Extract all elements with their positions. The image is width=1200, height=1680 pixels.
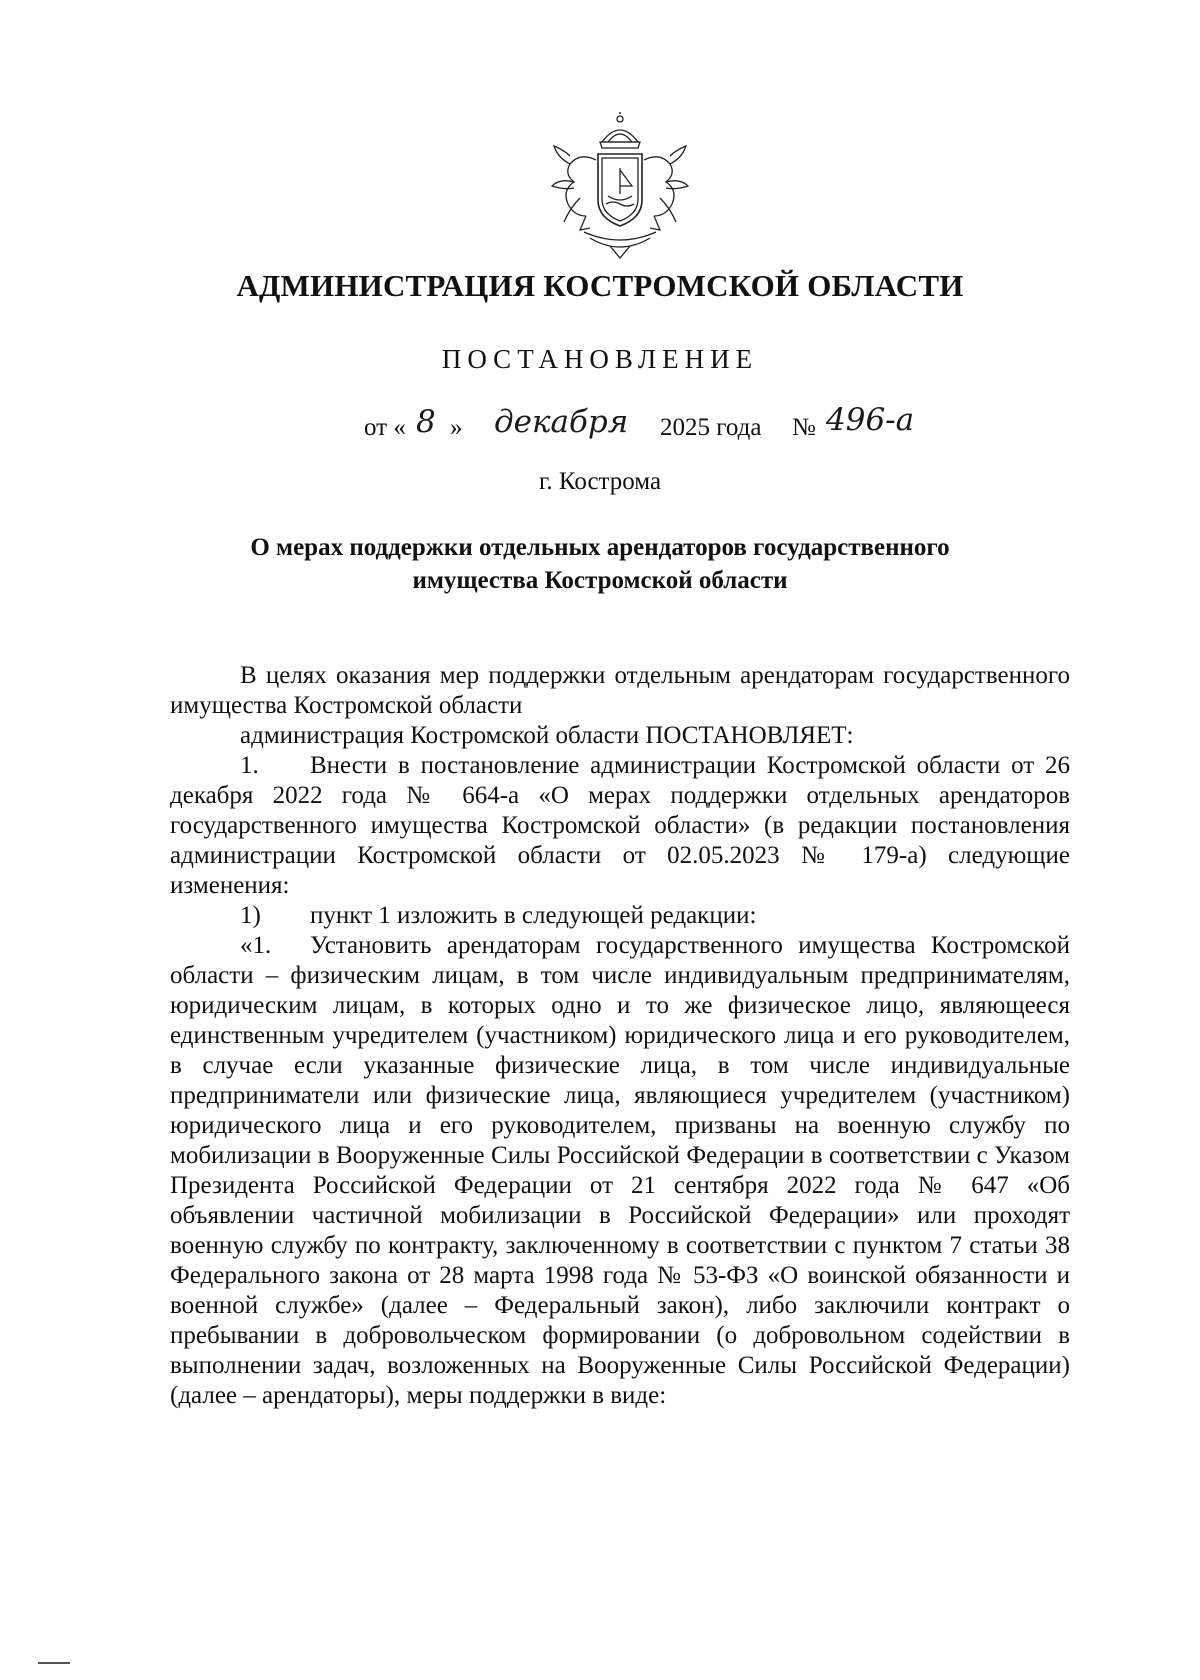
document-type: ПОСТАНОВЛЕНИЕ xyxy=(441,344,759,374)
document-title xyxy=(150,531,1050,597)
coat-of-arms-emblem xyxy=(540,112,700,262)
title-line-2: имущества Костромской области xyxy=(412,567,788,594)
document-body xyxy=(170,661,1070,1411)
paragraph-subitem-1 xyxy=(170,901,1070,931)
paragraph-purpose: В целях оказания мер поддержки отдельным арендаторам государственного имущества Костромской области xyxy=(170,662,1070,719)
handwritten-day: 8 xyxy=(416,404,436,440)
paragraph-new-item-1 xyxy=(170,931,1070,1411)
organization-name: АДМИНИСТРАЦИЯ КОСТРОМСКОЙ ОБЛАСТИ xyxy=(236,268,964,303)
title-line-1: О мерах поддержки отдельных арендаторов государственного xyxy=(250,534,950,561)
item-number: 1) xyxy=(240,902,261,929)
city-name: г. Кострома xyxy=(538,468,662,495)
paragraph-resolves: администрация Костромской области ПОСТАНОВЛЯЕТ: xyxy=(240,722,854,749)
handwritten-number: 496-а xyxy=(826,402,915,438)
paragraph-item-1 xyxy=(170,751,1070,901)
scan-margin-mark xyxy=(38,1662,70,1664)
handwritten-month: декабря xyxy=(494,404,629,440)
date-number-line xyxy=(364,402,1084,452)
year-text: 2025 года xyxy=(660,414,762,441)
item-text: Внести в постановление администрации Костромской области от 26 декабря 2022 года № 664-а «О мерах поддержки отдельных арендаторов государственного имущества Костромской области» (в редакции постановления администрации Костромской области от 02.05.2023 № 179-а) следующие изменения: xyxy=(170,752,1070,899)
item-number: 1. xyxy=(240,752,259,779)
date-prefix: от « xyxy=(364,414,406,441)
item-number: «1. xyxy=(240,932,272,959)
item-text: пункт 1 изложить в следующей редакции: xyxy=(310,902,757,929)
date-quote-close: » xyxy=(450,414,463,441)
item-text: Установить арендаторам государственного имущества Костромской области – физическим лицам, в том числе индивидуальным предпринимателям, юридическим лицам, в которых одно и то же физическое лицо, являющееся единственным учредителем (участником) юридического лица и его руководителем, в случае если указанные физические лица, в том числе индивидуальные предприниматели или физические лица, являющиеся учредителем (участником) юридического лица и его руководителем, призваны на военную службу по мобилизации в Вооруженные Силы Российской Федерации в соответствии с Указом Президента Российской Федерации от 21 сентября 2022 года № 647 «Об объявлении частичной мобилизации в Российской Федерации» или проходят военную службу по контракту, заключенному в соответствии с пунктом 7 статьи 38 Федерального закона от 28 марта 1998 года № 53-ФЗ «О воинской обязанности и военной службе» (далее – Федеральный закон), либо заключили контракт о пребывании в добровольческом формировании (о добровольном содействии в выполнении задач, возложенных на Вооруженные Силы Российской Федерации) (далее – арендаторы), меры поддержки в виде: xyxy=(170,932,1070,1409)
number-sign: № xyxy=(792,414,816,441)
